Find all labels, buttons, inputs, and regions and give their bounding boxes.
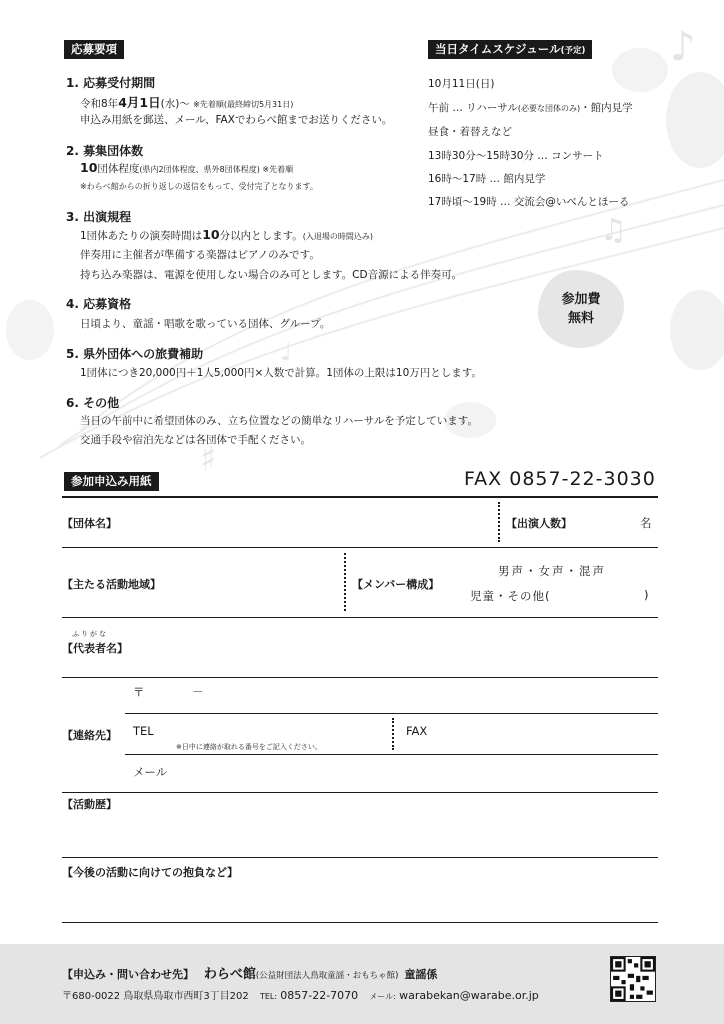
requirements-header: 応募要項 <box>64 40 124 59</box>
req-6-title: 6. その他 <box>66 396 120 410</box>
schedule-row: 午前 … リハーサル(必要な団体のみ)・館内見学 <box>428 102 633 114</box>
field-mail-label: メール <box>133 765 168 779</box>
row-rule <box>62 677 658 678</box>
field-aspiration-label: 【今後の活動に向けての抱負など】 <box>62 866 238 879</box>
row-rule <box>125 713 658 714</box>
schedule-row: 昼食・着替えなど <box>428 126 512 138</box>
divider <box>392 718 394 750</box>
field-contact-label: 【連絡先】 <box>62 729 117 742</box>
row-rule <box>62 617 658 618</box>
fee-badge-value: 無料 <box>567 311 594 326</box>
fee-badge-label: 参加費 <box>561 292 601 307</box>
field-performers-unit: 名 <box>640 516 652 530</box>
row-rule <box>62 857 658 858</box>
req-3-line2: 伴奏用に主催者が準備する楽器はピアノのみです。 <box>80 249 320 261</box>
form-bottom-rule <box>62 922 658 923</box>
req-2-title: 2. 募集団体数 <box>66 144 144 158</box>
divider <box>498 502 500 542</box>
row-rule <box>125 754 658 755</box>
schedule-row: 13時30分～15時30分 … コンサート <box>428 150 604 162</box>
members-option-close: ) <box>644 588 649 602</box>
row-rule <box>62 547 658 548</box>
req-1-line1: 令和8年4月1日(水)～ ※先着順(最終締切5月31日) <box>80 95 294 110</box>
req-4-title: 4. 応募資格 <box>66 297 132 311</box>
members-option-line1: 男声・女声・混声 <box>498 564 606 578</box>
field-rep-label: 【代表者名】 <box>62 642 128 655</box>
req-1-title: 1. 応募受付期間 <box>66 76 156 90</box>
footer-address-line: 〒680-0022 鳥取県鳥取市西町3丁目202 TEL: 0857-22-7070 メール: warabekan@warabe.or.jp <box>62 989 539 1002</box>
field-history-label: 【活動歴】 <box>62 798 117 811</box>
form-fax-number: FAX 0857-22-3030 <box>464 468 656 490</box>
field-tel-note: ※日中に連絡が取れる番号をご記入ください。 <box>176 743 322 751</box>
schedule-header: 当日タイムスケジュール(予定) <box>428 40 592 59</box>
svg-text:♩: ♩ <box>280 337 293 367</box>
svg-text:♫: ♫ <box>600 213 627 248</box>
field-postal-dash: － <box>192 685 204 699</box>
form-top-rule <box>62 496 658 498</box>
req-5-line1: 1団体につき20,000円＋1人5,000円×人数で計算。1団体の上限は10万円とします。 <box>80 367 482 379</box>
field-area-label: 【主たる活動地域】 <box>62 578 161 591</box>
svg-text:♯: ♯ <box>200 439 217 470</box>
qr-code-icon <box>610 956 656 1002</box>
schedule-row: 17時頃～19時 … 交流会@いべんとほーる <box>428 196 630 208</box>
req-2-line1: 10団体程度(県内2団体程度、県外8団体程度) ※先着順 <box>80 160 294 175</box>
req-2-line2: ※わらべ館からの折り返しの返信をもって、受付完了となります。 <box>80 182 318 191</box>
schedule-date: 10月11日(日) <box>428 78 495 90</box>
members-option-line2: 児童・その他( <box>470 589 551 603</box>
form-header: 参加申込み用紙 <box>64 472 159 491</box>
field-fax-label: FAX <box>406 724 428 738</box>
field-group-name-label: 【団体名】 <box>62 517 117 530</box>
req-5-title: 5. 県外団体への旅費補助 <box>66 347 204 361</box>
footer-contact-line: 【申込み・問い合わせ先】 わらべ館(公益財団法人鳥取童謡・おもちゃ館) 童謡係 <box>62 967 438 982</box>
req-3-title: 3. 出演規程 <box>66 210 132 224</box>
field-performers-label: 【出演人数】 <box>506 517 572 530</box>
divider <box>344 553 346 611</box>
req-3-line1: 1団体あたりの演奏時間は10分以内とします。(入退場の時間込み) <box>80 227 374 242</box>
field-rep-ruby: ふりがな <box>72 630 108 638</box>
req-1-line2: 申込み用紙を郵送、メール、FAXでわらべ館までお送りください。 <box>80 114 393 126</box>
schedule-row: 16時～17時 … 館内見学 <box>428 173 546 185</box>
svg-text:♪: ♪ <box>670 24 696 70</box>
row-rule <box>62 792 658 793</box>
req-6-line1: 当日の午前中に希望団体のみ、立ち位置などの簡単なリハーサルを予定しています。 <box>80 415 478 427</box>
field-members-label: 【メンバー構成】 <box>352 578 440 591</box>
req-3-line3: 持ち込み楽器は、電源を使用しない場合のみ可とします。CD音源による伴奏可。 <box>80 269 463 281</box>
field-tel-label: TEL <box>133 724 154 738</box>
field-postal-mark: 〒 <box>133 685 145 699</box>
req-4-line1: 日頃より、童謡・唱歌を歌っている団体、グループ。 <box>80 318 331 330</box>
req-6-line2: 交通手段や宿泊先などは各団体で手配ください。 <box>80 434 311 446</box>
